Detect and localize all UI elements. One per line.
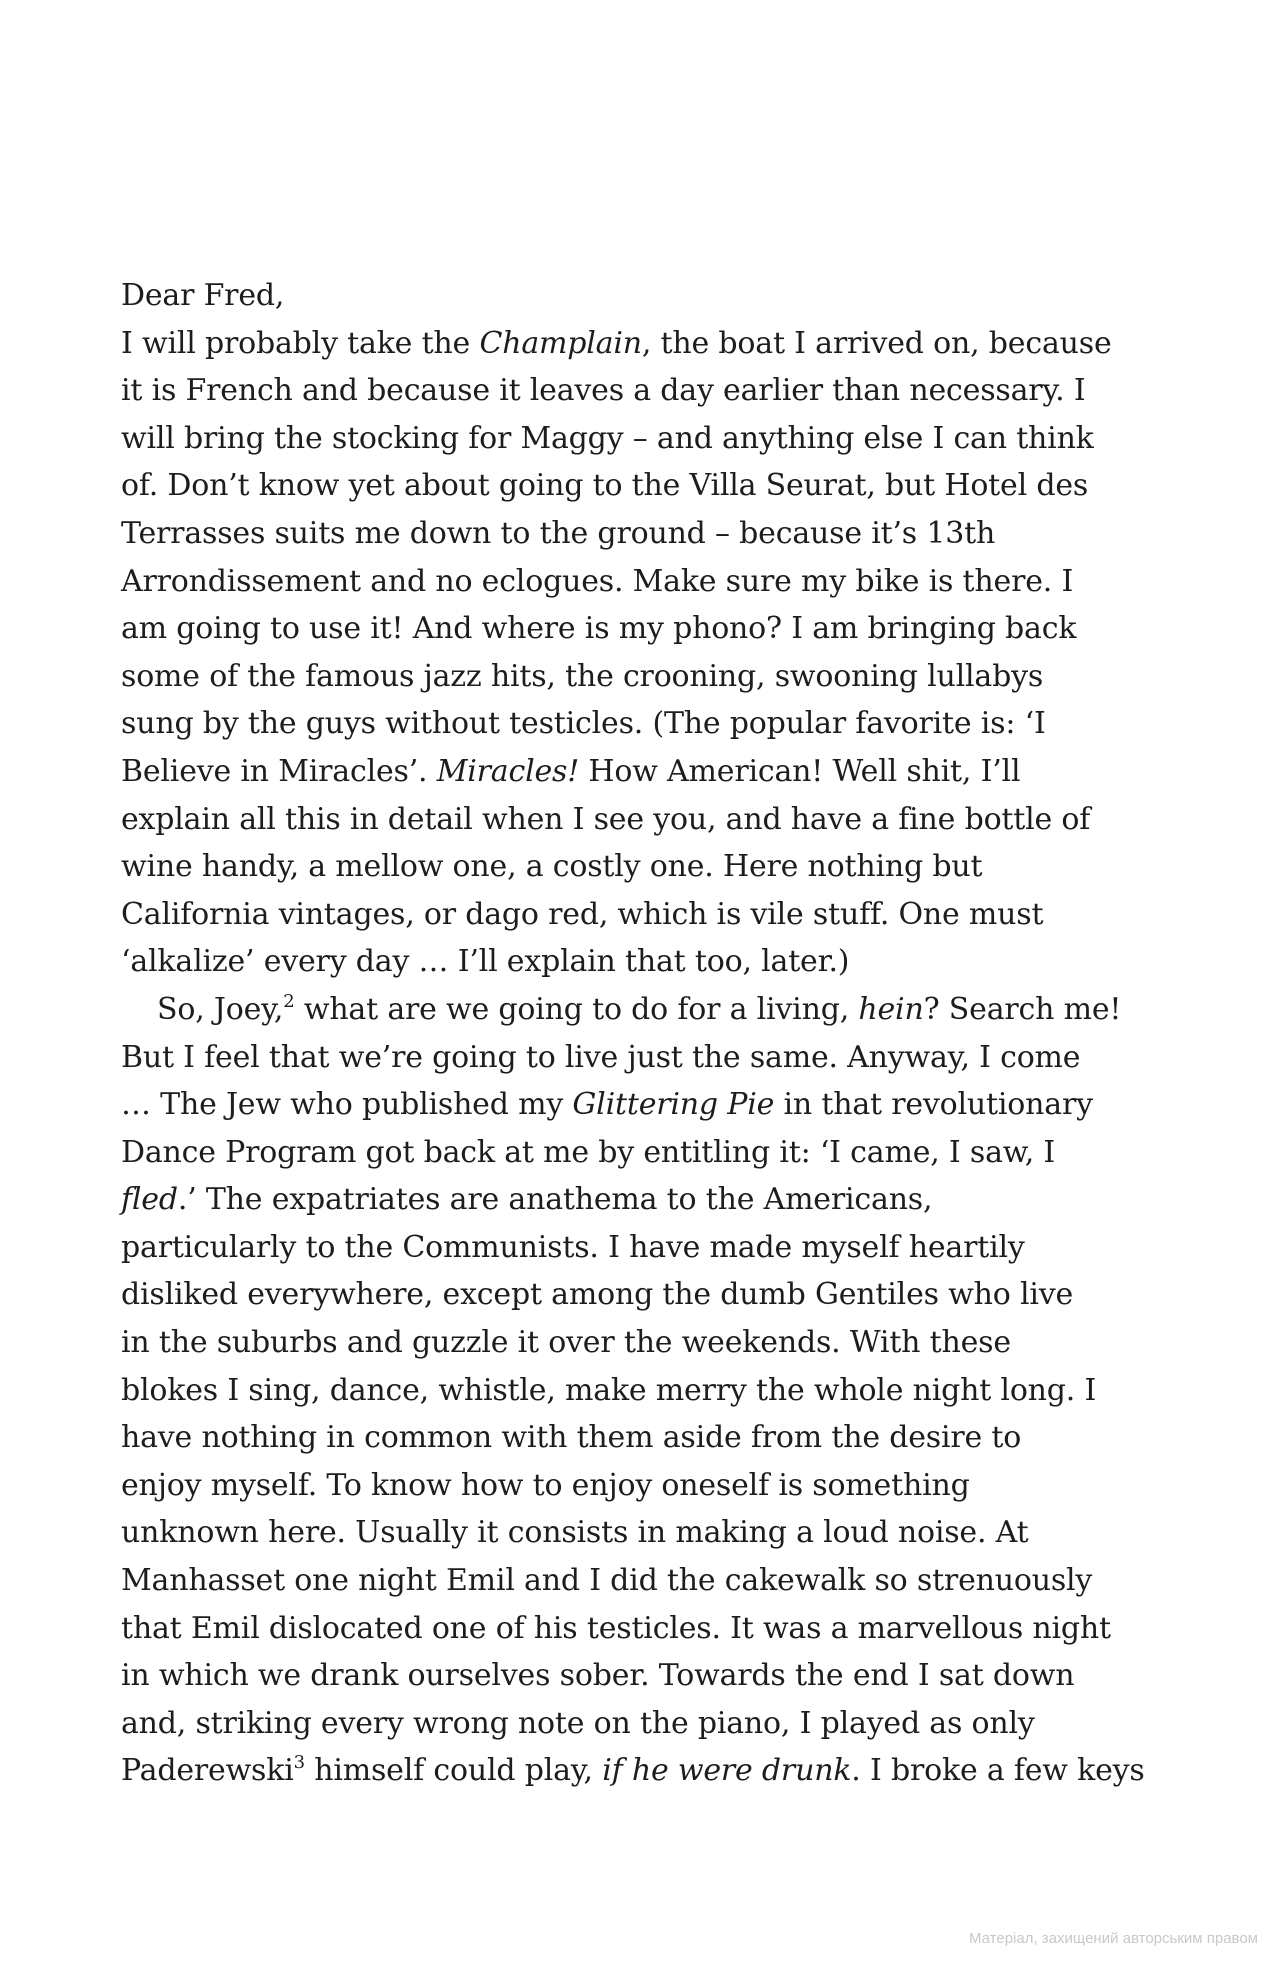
text-run: in the suburbs and guzzle it over the weekends. With these — [121, 1325, 1011, 1361]
text-run: explain all this in detail when I see you, and have a fine bottle of — [121, 801, 1091, 837]
text-run: ? Search me! — [923, 991, 1122, 1027]
text-run: Manhasset one night Emil and I did the cakewalk so strenuously — [121, 1563, 1093, 1599]
italic-text: if he were drunk — [602, 1753, 852, 1789]
text-run: it is French and because it leaves a day earlier than necessary. I — [121, 373, 1086, 409]
letter-body — [121, 272, 1166, 1795]
text-run: himself could play, — [304, 1753, 603, 1789]
text-line — [121, 1367, 1166, 1415]
text-line — [121, 1176, 1166, 1224]
text-line — [121, 748, 1166, 796]
text-run: have nothing in common with them aside from the desire to — [121, 1420, 1022, 1456]
text-run: ‘alkalize’ every day … I’ll explain that too, later.) — [121, 944, 850, 980]
text-run: Believe in Miracles’. — [121, 753, 437, 789]
italic-text: fled — [121, 1182, 178, 1218]
text-line — [121, 1747, 1166, 1795]
text-line — [121, 415, 1166, 463]
salutation: Dear Fred, — [121, 278, 285, 313]
text-run: Paderewski — [121, 1753, 294, 1789]
text-line — [121, 1605, 1166, 1653]
letter-text — [121, 320, 1166, 1795]
text-run: … The Jew who published my — [121, 1087, 573, 1123]
text-run: blokes I sing, dance, whistle, make merry the whole night long. I — [121, 1372, 1097, 1408]
italic-text: Champlain — [479, 325, 642, 361]
text-line — [121, 367, 1166, 415]
text-run: am going to use it! And where is my phono? I am bringing back — [121, 611, 1077, 647]
footnote-marker: 2 — [283, 990, 295, 1012]
text-run: what are we going to do for a living, — [294, 991, 859, 1027]
text-run: disliked everywhere, except among the dumb Gentiles who live — [121, 1277, 1074, 1313]
text-line — [121, 1462, 1166, 1510]
text-line — [121, 1557, 1166, 1605]
text-line — [121, 1700, 1166, 1748]
italic-text: hein — [858, 991, 924, 1027]
text-line — [121, 320, 1166, 368]
text-run: in that revolutionary — [774, 1087, 1093, 1123]
text-line — [121, 1414, 1166, 1462]
text-line — [121, 653, 1166, 701]
text-line — [121, 605, 1166, 653]
text-run: . I broke a few keys — [851, 1753, 1145, 1789]
text-line — [121, 938, 1166, 986]
text-line — [121, 558, 1166, 606]
text-line — [121, 510, 1166, 558]
text-run: and, striking every wrong note on the piano, I played as only — [121, 1705, 1035, 1741]
text-run: Arrondissement and no eclogues. Make sure my bike is there. I — [121, 563, 1074, 599]
text-line — [121, 1509, 1166, 1557]
text-run: California vintages, or dago red, which is vile stuff. One must — [121, 896, 1044, 932]
text-line — [121, 700, 1166, 748]
text-run: How American! Well shit, I’ll — [579, 753, 1021, 789]
text-run: .’ The expatriates are anathema to the Americans, — [177, 1182, 933, 1218]
footnote-marker: 3 — [293, 1752, 305, 1774]
text-run: sung by the guys without testicles. (The popular favorite is: ‘I — [121, 706, 1046, 742]
text-run: But I feel that we’re going to live just the same. Anyway, I come — [121, 1039, 1081, 1075]
text-line — [121, 1129, 1166, 1177]
text-line — [121, 1034, 1166, 1082]
text-run: that Emil dislocated one of his testicles. It was a marvellous night — [121, 1610, 1111, 1646]
text-run: I will probably take the — [121, 325, 480, 361]
text-run: Dance Program got back at me by entitling it: ‘I came, I saw, I — [121, 1134, 1056, 1170]
text-line — [121, 891, 1166, 939]
text-run: some of the famous jazz hits, the crooning, swooning lullabys — [121, 658, 1044, 694]
text-line — [121, 1224, 1166, 1272]
text-run: will bring the stocking for Maggy – and anything else I can think — [121, 420, 1094, 456]
text-line — [121, 1319, 1166, 1367]
text-run: unknown here. Usually it consists in making a loud noise. At — [121, 1515, 1029, 1551]
text-run: , the boat I arrived on, because — [641, 325, 1112, 361]
text-run: enjoy myself. To know how to enjoy oneself is something — [121, 1467, 970, 1503]
italic-text: Miracles! — [436, 753, 580, 789]
text-line — [121, 462, 1166, 510]
text-line — [121, 843, 1166, 891]
text-line — [121, 1271, 1166, 1319]
text-line — [121, 1652, 1166, 1700]
text-run: wine handy, a mellow one, a costly one. Here nothing but — [121, 849, 983, 885]
text-line — [121, 986, 1166, 1034]
text-line — [121, 1081, 1166, 1129]
text-run: Terrasses suits me down to the ground – because it’s 13th — [121, 515, 996, 551]
italic-text: Glittering Pie — [572, 1087, 775, 1123]
text-run: particularly to the Communists. I have made myself heartily — [121, 1229, 1025, 1265]
text-run: So, Joey, — [157, 991, 284, 1027]
text-run: in which we drank ourselves sober. Towards the end I sat down — [121, 1658, 1075, 1694]
text-run: of. Don’t know yet about going to the Villa Seurat, but Hotel des — [121, 468, 1089, 504]
copyright-watermark: Матеріал, захищений авторським правом — [968, 1930, 1258, 1947]
text-line — [121, 796, 1166, 844]
